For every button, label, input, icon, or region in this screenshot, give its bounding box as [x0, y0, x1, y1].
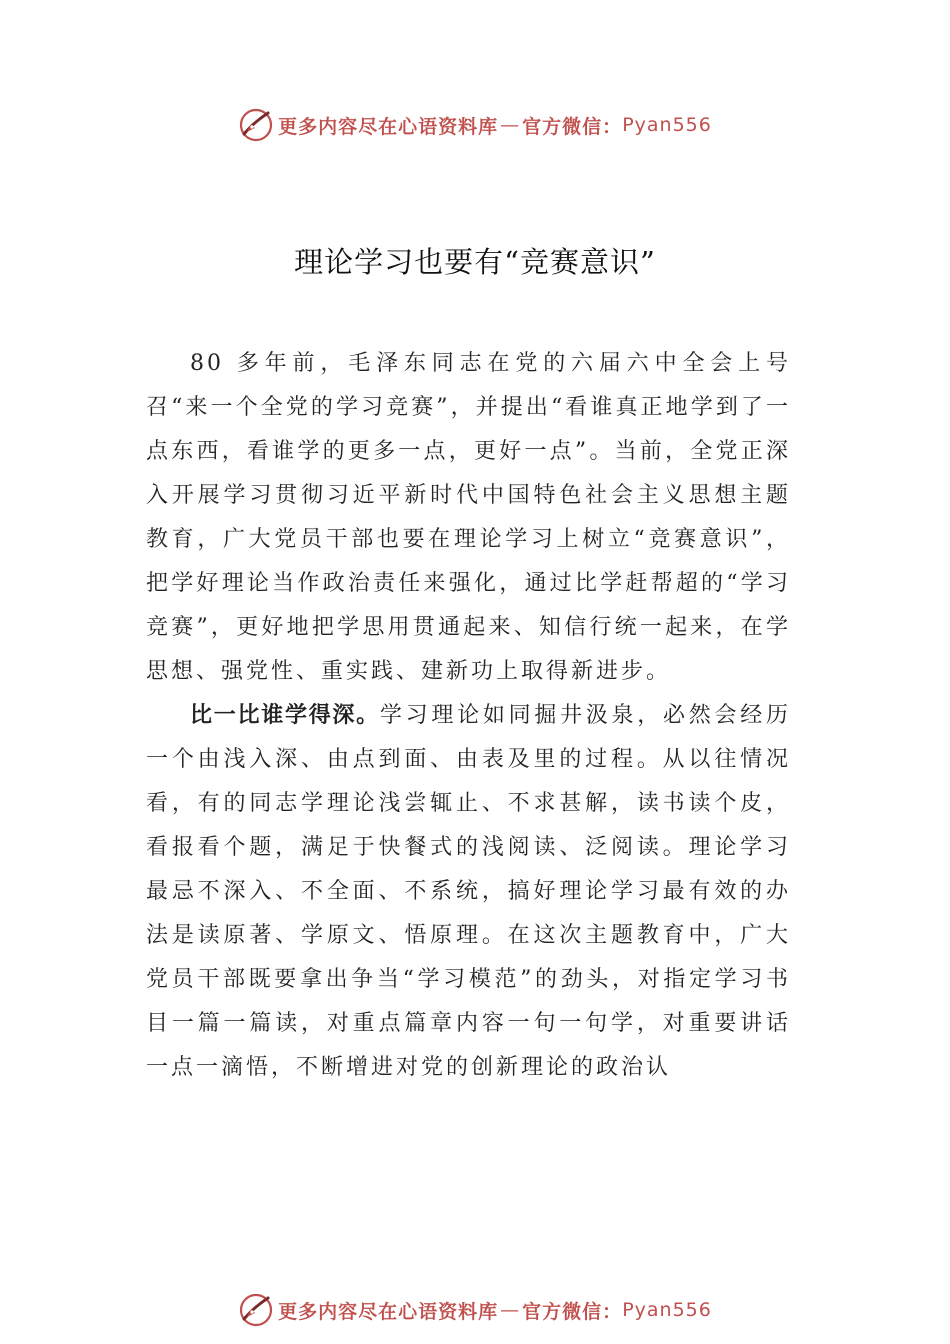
- watermark-contact-id: Pyan556: [622, 114, 712, 136]
- paragraph-2: [146, 694, 791, 1090]
- pen-nib-logo-icon: [238, 1292, 274, 1328]
- paragraph-2-text: 学习理论如同掘井汲泉，必然会经历一个由浅入深、由点到面、由表及里的过程。从以往情况看，有的同志学理论浅尝辄止、不求甚解，读书读个皮，看报看个题，满足于快餐式的浅阅读、泛阅读。理论学习最忌不深入、不全面、不系统，搞好理论学习最有效的办法是读原著、学原文、悟原理。在这次主题教育中，广大党员干部既要拿出争当“学习模范”的劲头，对指定学习书目一篇一篇读，对重点篇章内容一句一句学，对重要讲话一点一滴悟，不断增进对党的创新理论的政治认: [146, 703, 791, 1080]
- pen-nib-logo-icon: [238, 107, 274, 143]
- paragraph-2-lead: 比一比谁学得深。: [190, 703, 380, 728]
- watermark-text: 更多内容尽在心语资料库: [278, 115, 499, 138]
- document-body: [146, 342, 791, 1090]
- watermark-contact-id: Pyan556: [622, 1299, 712, 1321]
- paragraph-1: [146, 342, 791, 694]
- watermark-contact-label: 官方微信：: [522, 1300, 623, 1323]
- document-title: 理论学习也要有“竞赛意识”: [294, 245, 656, 279]
- watermark-text: 更多内容尽在心语资料库: [278, 1300, 499, 1323]
- paragraph-1-text: 80 多年前，毛泽东同志在党的六届六中全会上号召“来一个全党的学习竞赛”，并提出“看谁真正地学到了一点东西，看谁学的更多一点，更好一点”。当前，全党正深入开展学习贯彻习近平新时代中国特色社会主义思想主题教育，广大党员干部也要在理论学习上树立“竞赛意识”，把学好理论当作政治责任来强化，通过比学赶帮超的“学习竞赛”，更好地把学思用贯通起来、知信行统一起来，在学思想、强党性、重实践、建新功上取得新进步。: [146, 351, 791, 684]
- watermark-separator: —: [500, 1299, 521, 1321]
- watermark-separator: —: [500, 114, 521, 136]
- watermark-contact-label: 官方微信：: [522, 115, 623, 138]
- watermark-footer: [0, 1290, 950, 1330]
- watermark-header: [0, 105, 950, 145]
